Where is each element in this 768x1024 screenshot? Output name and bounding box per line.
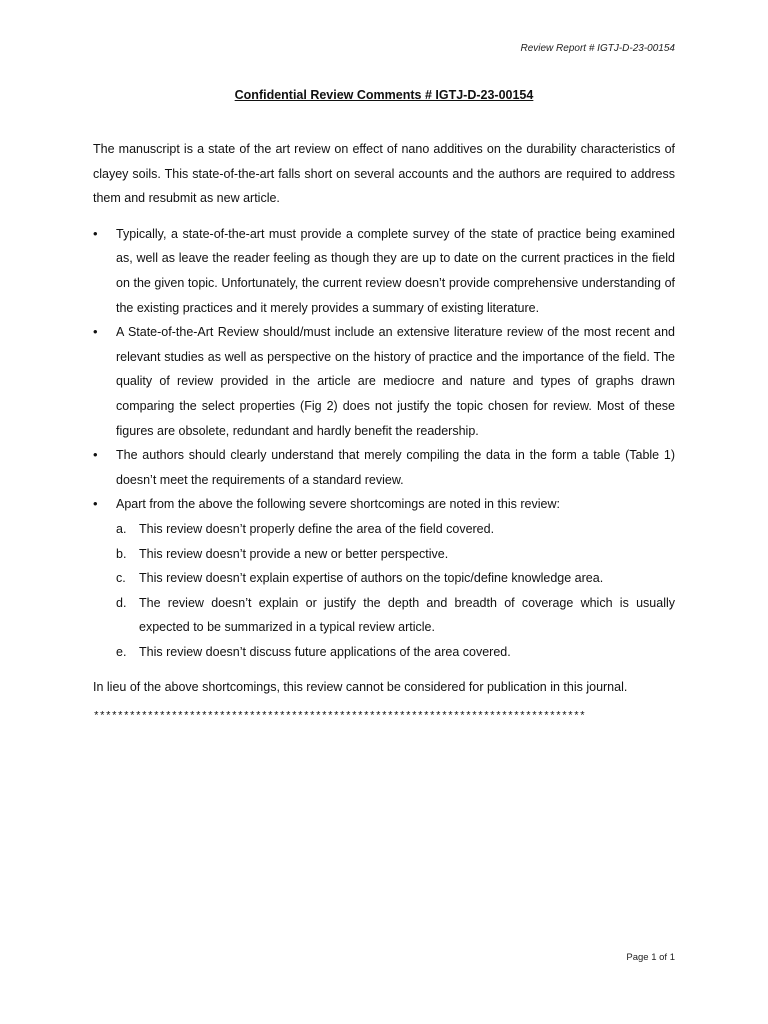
shortcoming-item (116, 542, 675, 567)
shortcoming-marker: e. (116, 644, 127, 659)
comment-item: • The authors should clearly understand that merely compiling the data in the form a table (Table 1) doesn’t meet the requirements of a standard review. (93, 443, 675, 492)
report-reference: Review Report # IGTJ-D-23-00154 (520, 43, 675, 54)
shortcoming-item (116, 591, 675, 640)
shortcoming-text: This review doesn’t explain expertise of authors on the topic/define knowledge area. (139, 571, 604, 586)
shortcoming-item (116, 566, 675, 591)
shortcoming-text: This review doesn’t provide a new or better perspective. (139, 546, 449, 561)
comment-list (93, 222, 675, 665)
shortcoming-marker: d. (116, 595, 127, 610)
shortcoming-marker: b. (116, 546, 127, 561)
separator-line: ********************************************************************************** (93, 711, 586, 724)
shortcoming-text: This review doesn’t properly define the area of the field covered. (139, 521, 495, 536)
shortcomings-list (116, 517, 675, 665)
comment-item: • Typically, a state-of-the-art must provide a complete survey of the state of practice being examined as, well as leave the reader feeling as though they are up to date on the current practices in the field on the given topic. Unfortunately, the current review doesn’t provide comprehensive understanding of the existing practices and it merely provides a summary of existing literature. (93, 222, 675, 320)
shortcoming-marker: a. (116, 521, 127, 536)
page-number: Page 1 of 1 (626, 952, 675, 963)
intro-paragraph: The manuscript is a state of the art review on effect of nano additives on the durability characteristics of clayey soils. This state-of-the-art falls short on several accounts and the authors are required to address them and resubmit as new article. (93, 142, 675, 206)
comment-item-text: Apart from the above the following severe shortcomings are noted in this review: (116, 497, 560, 512)
shortcoming-item (116, 640, 675, 665)
conclusion-paragraph: In lieu of the above shortcomings, this review cannot be considered for publication in this journal. (93, 680, 628, 695)
shortcoming-marker: c. (116, 571, 126, 586)
document-body (93, 137, 675, 730)
page-title: Confidential Review Comments # IGTJ-D-23-00154 (234, 88, 534, 102)
shortcoming-item (116, 517, 675, 542)
comment-item: • A State-of-the-Art Review should/must include an extensive literature review of the most recent and relevant studies as well as perspective on the history of practice and the importance of the field. The quality of review provided in the article are mediocre and nature and types of graphs drawn comparing the select properties (Fig 2) does not justify the topic chosen for review. Most of these figures are obsolete, redundant and hardly benefit the readership. (93, 320, 675, 443)
shortcoming-text: The review doesn’t explain or justify the depth and breadth of coverage which is usually expected to be summarized in a typical review article. (139, 595, 675, 635)
shortcoming-text: This review doesn’t discuss future applications of the area covered. (139, 644, 511, 659)
comment-item-shortcomings (93, 492, 675, 664)
